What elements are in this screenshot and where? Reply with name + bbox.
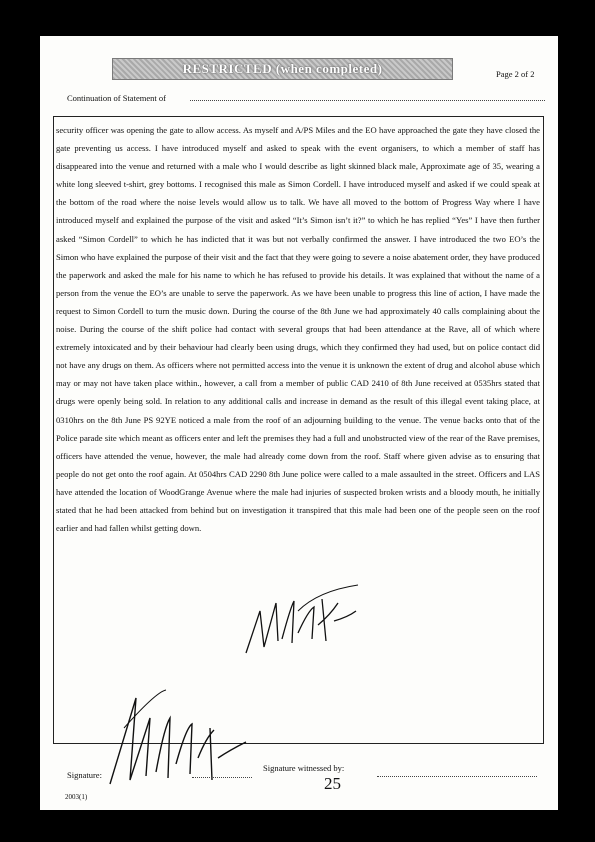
witnessed-label: Signature witnessed by:	[263, 763, 345, 773]
signature-dotted-line	[192, 777, 252, 778]
continuation-label: Continuation of Statement of	[67, 93, 166, 103]
page-number: 25	[324, 774, 341, 793]
signature-label: Signature:	[67, 770, 102, 780]
statement-text: security officer was opening the gate to allow access. As myself and A/PS Miles and the EO have approached the gate they have closed the gate preventing us access. I have introduced myself and asked to speak with the event organisers, to which a member of staff has disappeared into the venue and returned with a male who I would describe as light skinned black male, Approximate age of 35, wearing a white long sleeved t-shirt, grey bottoms. I recognised this male as Simon Cordell. I have introduced myself and asked if we could speak at the bottom of the road where the noise levels would allow us to talk. We have all moved to the bottom of Progress Way where I have introduced myself and explained the purpose of the visit and asked “It’s Simon isn’t it?” to which he has replied “Yes” I have then further asked “Simon Cordell” to which he has indicted that it was but not verbally confirmed the answer. I have introduced the two EO’s the Simon who have explained the purpose of their visit and the fact that they were going to severe a noise abatement order, they have produced the paperwork and asked the male for his name to which he has refused to provide his details. It was explained that without the name of a person from the venue the EO’s are unable to serve the paperwork. As we have been unable to progress this line of action, I have made the request to Simon Cordell to turn the music down. During the course of the 8th June we had approximately 40 calls complaining about the noise. During the course of the shift police had contact with several groups that had been attendance at the Rave, all of which where extremely intoxicated and by their behaviour had clearly been using drugs, which they confirmed they had used, but on police contact did not have any drugs on them. As officers where not permitted access into the venue it is unknown the extent of drug and alcohol abuse which may or may not have taken place within., however, a call from a member of public CAD 2410 of 8th June received at 0535hrs stated that drugs were openly being sold. In relation to any additional calls and increase in demand as the result of this illegal event taking place, at 0310hrs on the 8th June PS 92YE noticed a male from the roof of an adjourning building to the venue. The venue backs onto that of the Police parade site which meant as officers enter and left the premises they had a full and unobstructed view of the rear of the Rave premises, officers have attended the venue, however, the male had already come down from the roof. Staff where given advise as to ensuring that people do not get onto the roof again. At 0504hrs CAD 2290 8th June police were called to a male assaulted in the street. Officers and LAS have attended the location of WoodGrange Avenue where the male had injuries of suspected broken wrists and a bloody mouth, he initially stated that he had been attacked from behind but on investigation it transpired that this male had been one of the people seen on the roof earlier and had fallen whilst getting down.	[56, 125, 540, 534]
continuation-dotted-line	[190, 100, 545, 101]
large-signature-scribble	[106, 688, 256, 788]
form-code: 2003(1)	[65, 793, 88, 801]
banner-text: RESTRICTED (when completed)	[182, 61, 383, 76]
statement-page	[40, 36, 558, 810]
page-of-indicator: Page 2 of 2	[496, 69, 535, 79]
inline-signature-scribble	[238, 581, 368, 661]
witnessed-dotted-line	[377, 776, 537, 777]
restricted-banner	[112, 58, 453, 80]
